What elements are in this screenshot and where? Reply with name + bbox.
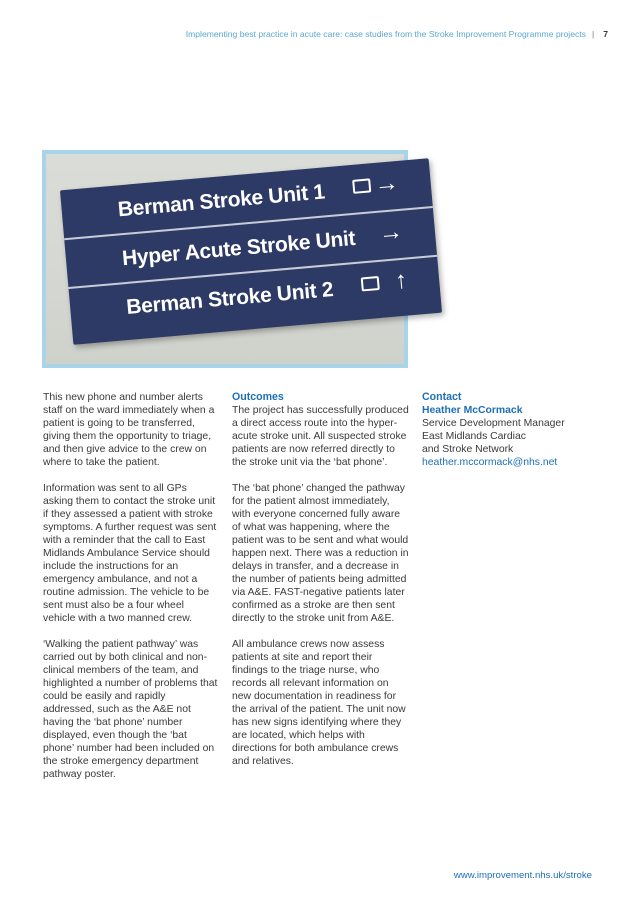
paragraph: The ‘bat phone’ changed the pathway for the patient almost immediately, with everyone concerned fully aware of what was happening, where the patient was to be sent and what would happen next. There was a reduction in delays in transfer, and a decrease in the number of patients being admitted via A&E. FAST-negative patients later confirmed as a stroke are then sent directly to the stroke unit from A&E. — [232, 483, 409, 624]
contact-name: Heather McCormack — [422, 405, 523, 416]
outcomes-heading: Outcomes — [232, 391, 284, 403]
stroke-unit-sign-photo — [46, 154, 409, 364]
paragraph: This new phone and number alerts staff on the ward immediately when a patient is going to be transferred, giving them the opportunity to triage, and then give advice to the crew on where to take the patient. — [43, 392, 215, 468]
page-number: 7 — [603, 29, 608, 39]
paragraph: ‘Walking the patient pathway’ was carried out by both clinical and non-clinical members of the team, and highlighted a number of problems that could be easily and rapidly addressed, such as the A&E not having the ‘bat phone’ number displayed, even though the ‘bat phone’ number had been included on the stroke emergency department pathway poster. — [43, 639, 218, 780]
sign-label: Hyper Acute Stroke Unit — [121, 226, 357, 271]
photo-frame — [42, 150, 408, 368]
direction-sign — [60, 158, 442, 345]
header-separator: | — [591, 29, 595, 39]
contact-org: East Midlands Cardiac — [422, 431, 526, 442]
body-column-1 — [43, 391, 218, 794]
sign-label: Berman Stroke Unit 1 — [116, 180, 326, 222]
arrow-up-icon: ↑ — [393, 266, 409, 295]
ambulance-icon — [361, 276, 380, 292]
header-title: Implementing best practice in acute care: case studies from the Stroke Improvement Programme projects — [185, 29, 586, 39]
sign-label: Berman Stroke Unit 2 — [125, 278, 335, 320]
paragraph: The project has successfully produced a direct access route into the hyper-acute stroke unit. All suspected stroke patients are now referred directly to the stroke unit via the ‘bat phone’. — [232, 405, 409, 468]
contact-column — [422, 391, 602, 469]
arrow-right-icon: → — [377, 217, 404, 247]
contact-role: Service Development Manager — [422, 418, 565, 429]
contact-org: and Stroke Network — [422, 444, 514, 455]
contact-heading: Contact — [422, 391, 462, 403]
running-header — [186, 29, 608, 39]
footer-url-link[interactable]: www.improvement.nhs.uk/stroke — [453, 870, 592, 881]
contact-email-link[interactable]: heather.mccormack@nhs.net — [422, 457, 558, 468]
outcomes-column — [232, 391, 410, 781]
ambulance-icon — [352, 178, 371, 194]
paragraph: All ambulance crews now assess patients at site and report their findings to the triage nurse, who records all relevant information on new documentation in readiness for the arrival of the patient. The unit now has new signs identifying where they are located, which helps with directions for both ambulance crews and relatives. — [232, 639, 406, 767]
paragraph: Information was sent to all GPs asking them to contact the stroke unit if they assessed a patient with stroke symptoms. A further request was sent with a reminder that the call to East Midlands Ambulance Service should include the instructions for an emergency ambulance, and not a routine admission. The vehicle to be sent must also be a four wheel vehicle with a two manned crew. — [43, 483, 217, 624]
arrow-right-icon: → — [373, 168, 400, 198]
